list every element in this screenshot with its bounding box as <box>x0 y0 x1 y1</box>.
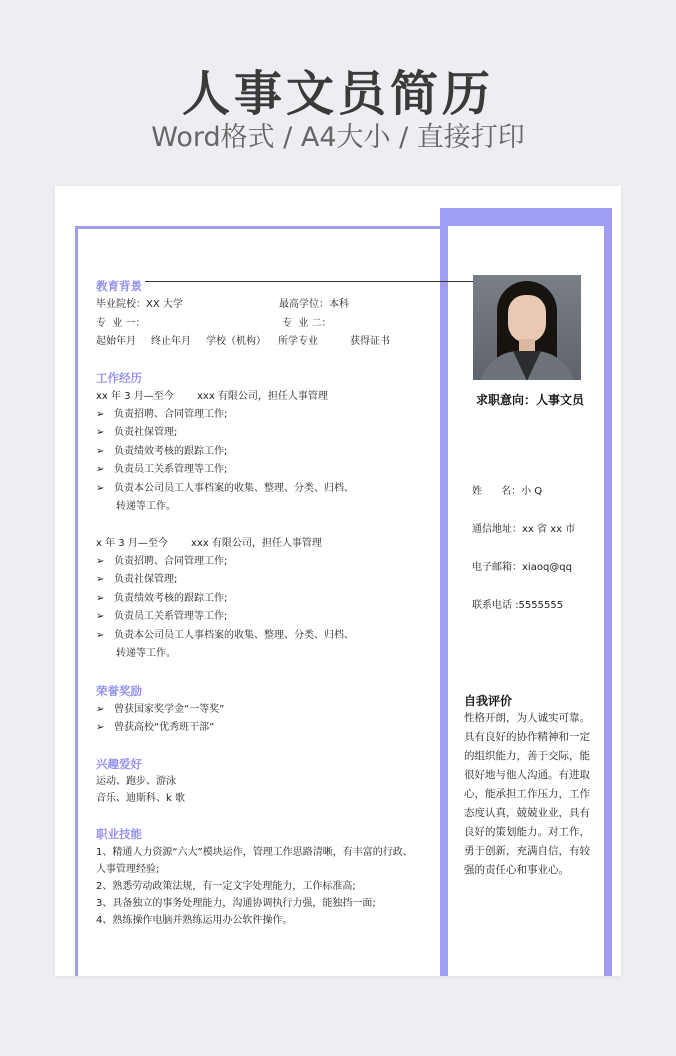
list-item-cont: 转递等工作。 <box>116 648 176 659</box>
self-eval-body: 性格开朗，为人诚实可靠。具有良好的协作精神和一定的组织能力，善于交际，能很好地与他人沟通。有进取心，能承担工作压力，工作态度认真，兢兢业业，具有良好的策划能力。对工作，勇于创新，充满自信，有较强的责任心和事业心。 <box>464 712 590 876</box>
job2-period: x 年 3 月—至今 <box>96 538 168 549</box>
list-item: ➢ 负责招聘、合同管理工作; <box>96 409 228 420</box>
list-item: ➢ 负责社保管理; <box>96 427 178 438</box>
page-subtitle: Word格式 / A4大小 / 直接打印 <box>151 122 525 153</box>
edu-col-school: 学校（机构） <box>206 336 266 347</box>
skills-title: 职业技能 <box>96 827 142 841</box>
honors-title: 荣誉奖励 <box>96 684 142 698</box>
list-item: ➢ 负责绩效考核的跟踪工作; <box>96 593 228 604</box>
list-item: ➢ 曾获高校“优秀班干部” <box>96 722 215 733</box>
skill-line: 3、具备独立的事务处理能力，沟通协调执行力强，能独挡一面; <box>96 898 376 909</box>
hobby-line: 运动、跑步、游泳 <box>96 776 176 787</box>
skill-line: 2、熟悉劳动政策法规，有一定文字处理能力，工作标准高; <box>96 881 356 892</box>
list-item: ➢ 曾获国家奖学金“一等奖” <box>96 704 225 715</box>
edu-col-major: 所学专业 <box>278 336 318 347</box>
hobby-line: 音乐、迪斯科、k 歌 <box>96 793 185 804</box>
job-intent: 求职意向：人事文员 <box>476 393 585 407</box>
connector-line <box>145 281 475 282</box>
list-item: ➢ 负责员工关系管理等工作; <box>96 611 228 622</box>
edu-col-end: 终止年月 <box>151 336 191 347</box>
list-item: ➢ 负责绩效考核的跟踪工作; <box>96 446 228 457</box>
self-eval-title: 自我评价 <box>464 694 513 708</box>
job1-period: xx 年 3 月—至今 <box>96 391 174 402</box>
page-title: 人事文员简历 <box>181 66 494 122</box>
edu-col-cert: 获得证书 <box>350 336 390 347</box>
school-field: 毕业院校：XX 大学 <box>96 299 183 310</box>
list-item-cont: 转递等工作。 <box>116 501 176 512</box>
skill-line: 4、熟练操作电脑并熟练运用办公软件操作。 <box>96 915 293 926</box>
major2-field: 专 业 二： <box>282 318 332 329</box>
name-field: 姓 名：小 Q <box>472 486 543 497</box>
work-title: 工作经历 <box>96 371 142 385</box>
list-item: ➢ 负责本公司员工人事档案的收集、整理、分类、归档、 <box>96 483 354 494</box>
job1-company: xxx 有限公司，担任人事管理 <box>197 391 328 402</box>
job2-company: xxx 有限公司，担任人事管理 <box>191 538 322 549</box>
skill-line: 人事管理经验; <box>96 864 160 875</box>
list-item: ➢ 负责本公司员工人事档案的收集、整理、分类、归档、 <box>96 630 354 641</box>
major1-field: 专 业 一： <box>96 318 146 329</box>
hobbies-title: 兴趣爱好 <box>96 757 142 771</box>
degree-field: 最高学位：本科 <box>279 299 349 310</box>
education-title: 教育背景 <box>96 279 142 293</box>
list-item: ➢ 负责员工关系管理等工作; <box>96 464 228 475</box>
email-field: 电子邮箱：xiaoq@qq <box>472 562 572 573</box>
list-item: ➢ 负责社保管理; <box>96 574 178 585</box>
edu-col-start: 起始年月 <box>96 336 136 347</box>
list-item: ➢ 负责招聘、合同管理工作; <box>96 556 228 567</box>
phone-field: 联系电话 :5555555 <box>472 600 564 611</box>
profile-photo <box>473 275 581 380</box>
skill-line: 1、精通人力资源“六大”模块运作，管理工作思路清晰，有丰富的行政、 <box>96 847 413 858</box>
address-field: 通信地址：xx 省 xx 市 <box>472 524 576 535</box>
